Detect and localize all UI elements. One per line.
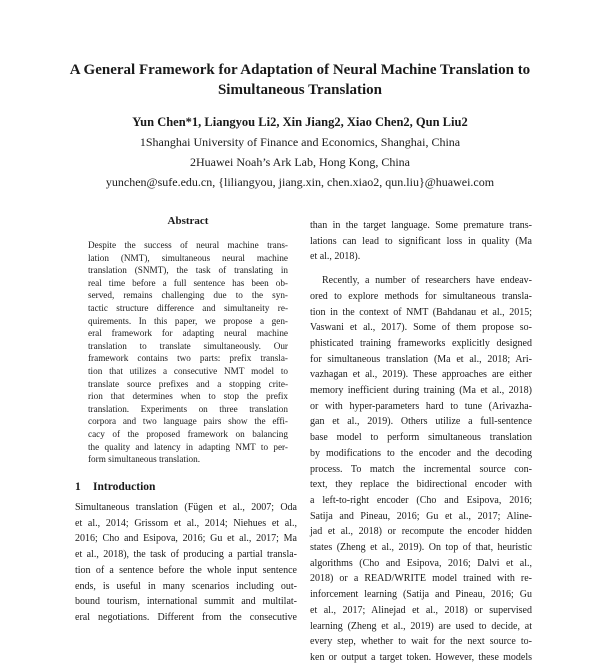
text-line: gan et al., 2019). Others utilize a full-sentence [310, 416, 532, 428]
text-line: tion of a sentence before the whole input sentence [75, 564, 297, 576]
text-line: phisticated training frameworks explicitly designed [310, 337, 532, 349]
text-line: states (Zheng et al., 2019). On top of that, heuristic [310, 542, 532, 554]
text-line: lation (NMT), simultaneous neural machine [88, 252, 288, 263]
text-line: learning (Zheng et al., 2019) are used to decide, at [310, 620, 532, 632]
text-line: real time before a full sentence has been ob- [88, 277, 288, 288]
text-line: served, remains challenging due to the syn- [88, 290, 288, 301]
text-line: translation to translate simultaneously. Our [88, 340, 288, 351]
text-line: ken or output a target token. However, these models [310, 651, 532, 663]
abstract-heading: Abstract [167, 215, 209, 227]
text-line: tion that utilizes a consecutive NMT model to [88, 365, 288, 376]
text-line: every step, whether to wait for the next source to- [310, 636, 532, 648]
text-line: ored to explore methods for simultaneous transla- [310, 290, 532, 302]
paragraph-recently [310, 273, 532, 666]
text-line: lations can lead to significant loss in quality (Ma [310, 235, 532, 247]
text-line: eral framework for adapting neural machine [88, 328, 288, 339]
text-line: rion that determines when to stop the prefix [88, 391, 288, 402]
text-line: et al., 2018). [310, 251, 361, 263]
text-line: 2016; Cho and Esipova, 2016; Gu et al., 2017; Ma [75, 533, 297, 545]
text-line: inforcement learning (Satija and Pineau, 2016; Gu [310, 589, 532, 601]
section-number: 1 [75, 481, 81, 493]
text-line: framework contains two parts: prefix transla- [88, 353, 288, 364]
title-line: Simultaneous Translation [217, 82, 383, 98]
text-line: process. To match the incremental source con- [310, 463, 532, 475]
text-line: by modifications to the encoder and the decoding [310, 447, 532, 459]
text-line: the quality and latency in adapting NMT to per- [88, 441, 288, 452]
text-line: form simultaneous translation. [88, 454, 201, 465]
text-line: tion in the context of NMT (Bahdanau et al., 2015; [310, 306, 532, 318]
text-line: tactic structure difference and simultaneity re- [88, 302, 288, 313]
right-column-text [310, 218, 532, 663]
affiliation-1: 1Shanghai University of Finance and Economics, Shanghai, China [139, 135, 461, 149]
text-line: eral negotiations. Different from the consecutive [75, 611, 297, 623]
paragraph-continued [310, 218, 532, 265]
author-emails: yunchen@sufe.edu.cn, {liliangyou, jiang.xin, chen.xiao2, qun.liu}@huawei.com [105, 175, 495, 189]
text-line: ends, is useful in many scenarios including out- [75, 580, 297, 592]
text-line: memory inefficient during training (Ma et al., 2018) [310, 385, 532, 397]
text-line: base model to perform simultaneous translation [310, 432, 532, 444]
text-line: Recently, a number of researchers have endeav- [322, 275, 532, 287]
text-line: translate source prefixes and a stopping crite- [88, 378, 288, 389]
introduction-left-column [75, 500, 297, 623]
text-line: translation. Experiments on three translation [88, 403, 288, 414]
text-line: et al., 2014; Grissom et al., 2014; Niehues et al., [75, 517, 297, 529]
text-line: than in the target language. Some premature trans- [310, 220, 532, 231]
text-line: corpora and two language pairs show the effi- [88, 416, 288, 427]
text-line: et al., 2018), the task of producing a partial transla- [75, 549, 297, 561]
text-line: a left-to-right encoder (Cho and Esipova, 2016; [310, 494, 532, 506]
text-line: algorithms (Cho and Esipova, 2016; Dalvi et al., [310, 557, 532, 569]
text-line: 2018) or a READ/WRITE model trained with re- [310, 573, 532, 585]
section-title: Introduction [93, 481, 156, 493]
title-line: A General Framework for Adaptation of Neural Machine Translation to [69, 62, 531, 78]
text-line: Despite the success of neural machine trans- [88, 240, 288, 250]
section-heading-introduction [75, 480, 295, 494]
paper-title [60, 60, 540, 100]
paragraph-gap [310, 265, 532, 273]
text-line: Satija and Pineau, 2016; Gu et al., 2017; Aline- [310, 510, 532, 522]
text-line: vazhagan et al., 2019). These approaches are either [310, 369, 532, 381]
affiliation-2: 2Huawei Noah’s Ark Lab, Hong Kong, China [190, 155, 410, 169]
text-line: Vaswani et al., 2017). Some of them propose so- [310, 322, 532, 334]
text-line: quirements. In this paper, we propose a gen- [88, 315, 288, 326]
text-line: text, they replace the bidirectional encoder with [310, 479, 532, 491]
text-line: translation (SNMT), the task of translating in [88, 265, 288, 276]
text-line: or with hyper-parameters hard to tune (Arivazha- [310, 400, 532, 412]
author-list: Yun Chen*1, Liangyou Li2, Xin Jiang2, Xiao Chen2, Qun Liu2 [132, 115, 468, 129]
text-line: jad et al., 2018) or recompute the encoder hidden [310, 526, 532, 538]
text-line: Simultaneous translation (Fügen et al., 2007; Oda [75, 502, 297, 513]
text-line: et al., 2017; Alinejad et al., 2018) or supervised [310, 604, 532, 616]
text-line: for simultaneous translation (Ma et al., 2018; Ari- [310, 353, 532, 365]
text-line: cacy of the proposed framework on balancing [88, 428, 288, 439]
text-line: bound tourism, international summit and multilat- [75, 596, 297, 608]
abstract-body [88, 239, 288, 466]
